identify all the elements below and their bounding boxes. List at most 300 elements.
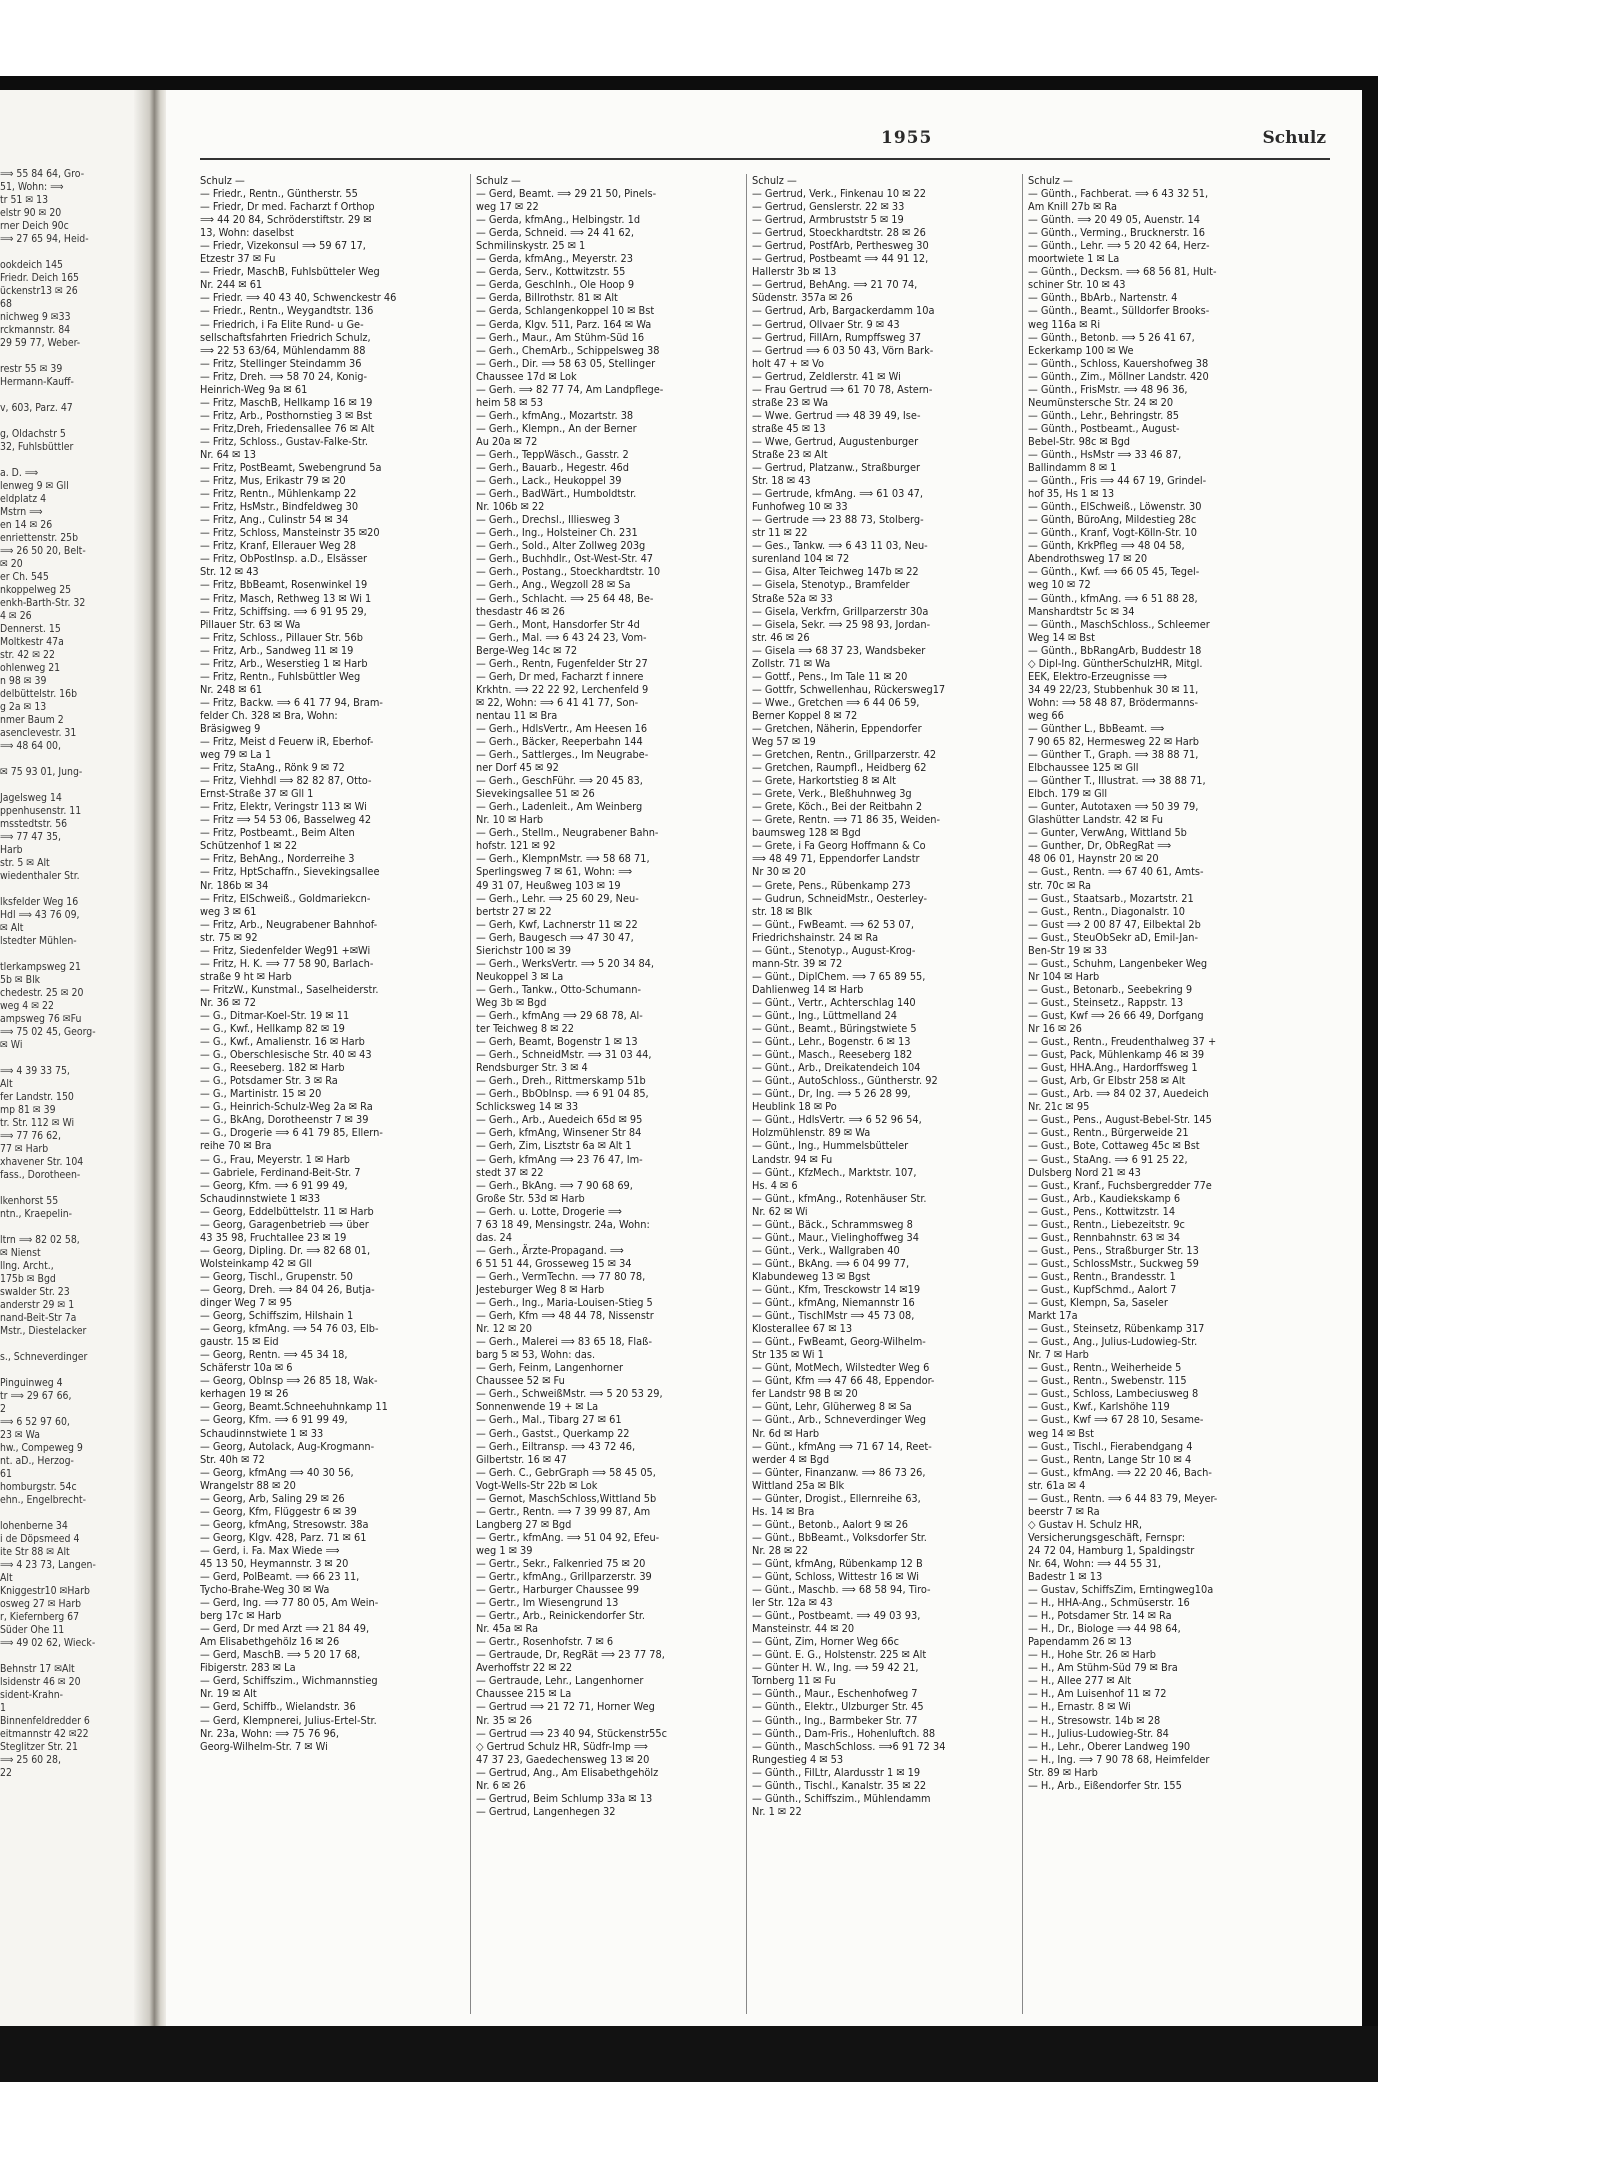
directory-entry: Schulz — [200, 174, 245, 187]
facing-page-line: ntn., Kraepelin- [0, 1208, 73, 1220]
directory-entry: — G., Frau, Meyerstr. 1 ✉ Harb [200, 1152, 350, 1166]
directory-entry: Chaussee 215 ✉ La [476, 1687, 572, 1701]
directory-entry: — Fritz, Arb., Neugrabener Bahnhof- [200, 917, 378, 931]
facing-page-line: ⟹ 75 02 45, Georg- [0, 1026, 96, 1038]
directory-entry: — Gerh., Mont, Hansdorfer Str 4d [476, 617, 640, 631]
directory-entry: — Gertrud, PostfArb, Perthesweg 30 [752, 239, 929, 253]
facing-page-line: anderstr 29 ✉ 1 [0, 1299, 75, 1311]
directory-entry: — Gertrude, kfmAng. ⟹ 61 03 47, [752, 487, 924, 501]
directory-entry: — Gunther, Dr, ObRegRat ⟹ [1028, 839, 1172, 853]
facing-page-line [0, 1182, 140, 1195]
directory-entry: — Günth., Dam-Fris., Hohenluftch. 88 [752, 1726, 936, 1740]
facing-page-line: sident-Krahn- [0, 1689, 64, 1701]
facing-page-line: ohlenweg 21 [0, 662, 61, 674]
directory-entry: — Günt., Postbeamt. ⟹ 49 03 93, [752, 1609, 921, 1623]
facing-page-line: wiedenthaler Str. [0, 870, 80, 882]
directory-entry: — Gust., Schuhm, Langenbeker Weg [1028, 956, 1208, 970]
facing-page-line: ⟹ 26 50 20, Belt- [0, 545, 86, 557]
directory-entry: Große Str. 53d ✉ Harb [476, 1191, 585, 1205]
directory-entry: — Günt, kfmAng, Rübenkamp 12 B [752, 1556, 923, 1570]
directory-entry: — Gust., Rennbahnstr. 63 ✉ 34 [1028, 1230, 1180, 1244]
directory-entry: Schulz — [476, 174, 521, 187]
directory-entry: — Gertraude, Lehr., Langenhorner [476, 1674, 644, 1688]
scan-border-top [0, 76, 1378, 90]
directory-column-3 [752, 174, 1020, 2014]
facing-page-line: eitmannstr 42 ✉22 [0, 1728, 89, 1740]
directory-entry: — Gertrud, FillArn, Rumpffsweg 37 [752, 330, 922, 344]
directory-entry: Landstr. 94 ✉ Fu [752, 1152, 833, 1166]
directory-entry: Südenstr. 357a ✉ 26 [752, 291, 853, 305]
directory-entry: — Günt, Zim, Horner Weg 66c [752, 1635, 900, 1649]
directory-entry: Versicherungsgeschäft, Fernspr: [1028, 1530, 1185, 1544]
directory-entry: ◇ Gustav H. Schulz HR, [1028, 1517, 1143, 1531]
directory-entry: Averhoffstr 22 ✉ 22 [476, 1661, 573, 1675]
directory-entry: — Friedr, Dr med. Facharzt f Orthop [200, 200, 375, 214]
directory-entry: Weg 3b ✉ Bgd [476, 995, 547, 1009]
directory-entry: weg 17 ✉ 22 [476, 200, 539, 214]
directory-entry: — Gerd, Klempnerei, Julius-Ertel-Str. [200, 1713, 377, 1727]
directory-entry: ner Dorf 45 ✉ 92 [476, 761, 559, 775]
directory-entry: Weg 14 ✉ Bst [1028, 630, 1095, 644]
directory-entry: — Günth., FilLtr, Alardusstr 1 ✉ 19 [752, 1765, 921, 1779]
directory-entry: Nr. 28 ✉ 22 [752, 1543, 808, 1557]
directory-entry: — Gerda, Serv., Kottwitzstr. 55 [476, 265, 626, 279]
directory-entry: — Gerh., kfmAng ⟹ 29 68 78, Al- [476, 1009, 643, 1022]
directory-entry: — Günth., Lehr. ⟹ 5 20 42 64, Herz- [1028, 239, 1210, 253]
directory-entry: — Fritz, Elektr, Veringstr 113 ✉ Wi [200, 800, 367, 814]
directory-entry: — Georg, kfmAng. ⟹ 54 76 03, Elb- [200, 1322, 379, 1336]
facing-page-line: Süder Ohe 11 [0, 1624, 65, 1636]
directory-entry: Nr. 64, Wohn: ⟹ 44 55 31, [1028, 1556, 1162, 1570]
facing-page-line [0, 1650, 140, 1663]
directory-entry: — Gerh., GeschFühr. ⟹ 20 45 83, [476, 774, 643, 788]
directory-entry: — Gisela, Verkfrn, Grillparzerstr 30a [752, 604, 929, 618]
directory-entry: — Günth., Postbeamt., August- [1028, 421, 1180, 435]
directory-entry: — Wwe., Gretchen ⟹ 6 44 06 59, [752, 695, 920, 709]
directory-entry: — Gertrud, Stoeckhardtstr. 28 ✉ 26 [752, 226, 926, 240]
directory-entry: ⟹ 44 20 84, Schröderstiftstr. 29 ✉ [200, 213, 372, 227]
directory-entry: — Gertrud, BehAng. ⟹ 21 70 74, [752, 278, 918, 292]
directory-entry: — Günt., Beamt., Büringstwiete 5 [752, 1022, 917, 1036]
directory-entry: — Georg, Beamt.Schneehuhnkamp 11 [200, 1400, 388, 1414]
directory-entry: — Günt., BbBeamt., Volksdorfer Str. [752, 1530, 927, 1544]
directory-entry: 6 51 51 44, Grosseweg 15 ✉ 34 [476, 1256, 632, 1270]
directory-entry: — Günth., BbRangArb, Buddestr 18 [1028, 643, 1202, 657]
directory-entry: 43 35 98, Fruchtallee 23 ✉ 19 [200, 1230, 347, 1244]
directory-entry: Fibigerstr. 283 ✉ La [200, 1661, 296, 1675]
facing-page-line: rckmannstr. 84 [0, 324, 71, 336]
directory-entry: Klabundeweg 13 ✉ Bgst [752, 1269, 871, 1283]
facing-page-line [0, 246, 140, 259]
directory-entry: — Fritz, H. K. ⟹ 77 58 90, Barlach- [200, 956, 374, 970]
directory-entry: — Gertrud, Ollvaer Str. 9 ✉ 43 [752, 317, 900, 331]
directory-entry: — G., Drogerie ⟹ 6 41 79 85, Ellern- [200, 1126, 383, 1140]
facing-page-line: ltrn ⟹ 82 02 58, [0, 1234, 80, 1246]
directory-entry: Straße 52a ✉ 33 [752, 591, 833, 605]
facing-page-line: ⟹ 6 52 97 60, [0, 1416, 70, 1428]
directory-entry: — Gust., Rentn. ⟹ 6 44 83 79, Meyer- [1028, 1491, 1218, 1505]
directory-entry: ler Str. 12a ✉ 43 [752, 1596, 833, 1610]
directory-entry: — Gust., Steinsetz, Rübenkamp 317 [1028, 1322, 1205, 1336]
directory-entry: — Günth., Maur., Eschenhofweg 7 [752, 1687, 918, 1701]
directory-entry: — Fritz, BbBeamt, Rosenwinkel 19 [200, 578, 368, 592]
directory-entry: — Gust., Bote, Cottaweg 45c ✉ Bst [1028, 1139, 1200, 1153]
directory-entry: Nr. 186b ✉ 34 [200, 878, 269, 892]
directory-entry: Gilbertstr. 16 ✉ 47 [476, 1452, 567, 1466]
directory-entry: — Gertr., kfmAng., Grillparzerstr. 39 [476, 1570, 652, 1584]
directory-entry: — Günt., Ing., Lüttmelland 24 [752, 1009, 897, 1022]
directory-entry: Weg 57 ✉ 19 [752, 735, 816, 749]
directory-entry: — Gerh., Lack., Heukoppel 39 [476, 474, 622, 488]
directory-entry: — G., BkAng, Dorotheenstr 7 ✉ 39 [200, 1113, 369, 1127]
directory-entry: Nr. 45a ✉ Ra [476, 1622, 539, 1636]
facing-page-line: tr ⟹ 29 67 66, [0, 1390, 72, 1402]
directory-entry: reihe 70 ✉ Bra [200, 1139, 272, 1153]
directory-entry: — Gerh., Mal. ⟹ 6 43 24 23, Vom- [476, 630, 647, 644]
directory-entry: — Günt., Bäck., Schrammsweg 8 [752, 1217, 913, 1231]
directory-entry: ◇ Dipl-Ing. GüntherSchulzHR, Mitgl. [1028, 656, 1203, 670]
directory-entry: — Günth., Verming., Brucknerstr. 16 [1028, 226, 1206, 240]
directory-entry: weg 79 ✉ La 1 [200, 748, 272, 762]
directory-entry: — Gerd, PolBeamt. ⟹ 66 23 11, [200, 1570, 360, 1584]
directory-entry: — Georg, Schiffszim, Hilshain 1 [200, 1309, 354, 1323]
directory-entry: — Gerh., HdlsVertr., Am Heesen 16 [476, 721, 648, 735]
facing-page-line: lstedter Mühlen- [0, 935, 77, 947]
directory-entry: — Gertr., Sekr., Falkenried 75 ✉ 20 [476, 1556, 646, 1570]
facing-page-line: elstr 90 ✉ 20 [0, 207, 62, 219]
directory-entry: — Gust., Tischl., Fierabendgang 4 [1028, 1439, 1193, 1453]
directory-entry: — Gust., SchlossMstr., Suckweg 59 [1028, 1256, 1199, 1270]
directory-entry: — Gerd, Schiffb., Wielandstr. 36 [200, 1700, 356, 1714]
directory-entry: — Gerh., Postang., Stoeckhardtstr. 10 [476, 565, 661, 579]
directory-entry: — Gisela, Sekr. ⟹ 25 98 93, Jordan- [752, 617, 931, 631]
directory-entry: — Gerh, Baugesch ⟹ 47 30 47, [476, 930, 634, 944]
facing-page-line: mp 81 ✉ 39 [0, 1104, 56, 1116]
directory-entry: — Georg, kfmAng ⟹ 40 30 56, [200, 1465, 354, 1479]
column-divider [470, 174, 471, 2014]
directory-entry: Straße 23 ✉ Alt [752, 447, 828, 461]
directory-entry: — Gust., Rentn., Bürgerweide 21 [1028, 1126, 1189, 1140]
directory-entry: — H., Am Luisenhof 11 ✉ 72 [1028, 1687, 1167, 1701]
directory-entry: — Günter, Finanzanw. ⟹ 86 73 26, [752, 1465, 926, 1479]
facing-page-line: homburgstr. 54c [0, 1481, 77, 1493]
directory-entry: Nr 16 ✉ 26 [1028, 1022, 1082, 1036]
directory-entry: Schulz — [1028, 174, 1073, 187]
directory-entry: — Georg, ObInsp ⟹ 26 85 18, Wak- [200, 1374, 378, 1388]
directory-entry: — Georg, Autolack, Aug-Krogmann- [200, 1439, 375, 1453]
directory-entry: 7 63 18 49, Mensingstr. 24a, Wohn: [476, 1217, 650, 1231]
directory-entry: stedt 37 ✉ 22 [476, 1165, 544, 1179]
facing-page-line: g 2a ✉ 13 [0, 701, 47, 713]
directory-entry: weg 116a ✉ Ri [1028, 317, 1101, 331]
directory-entry: — Gust., Ang., Julius-Ludowieg-Str. [1028, 1335, 1198, 1349]
directory-entry: — Gerh., Ladenleit., Am Weinberg [476, 800, 643, 814]
facing-page-line: s., Schneverdinger [0, 1351, 88, 1363]
directory-entry: Schaudinnstwiete 1 ✉33 [200, 1191, 321, 1205]
facing-page-line: xhavener Str. 104 [0, 1156, 84, 1168]
directory-entry: — Gerda, Schneid. ⟹ 24 41 62, [476, 226, 634, 240]
directory-entry: — Gertrude ⟹ 23 88 73, Stolberg- [752, 513, 924, 527]
directory-entry: — Gust., Kranf., Fuchsbergredder 77e [1028, 1178, 1212, 1192]
directory-entry: — Günth, KrkPfleg ⟹ 48 04 58, [1028, 539, 1185, 553]
facing-page-line: ⟹ 27 65 94, Heid- [0, 233, 89, 245]
directory-entry: baumsweg 128 ✉ Bgd [752, 826, 861, 840]
directory-entry: — Fritz, Rentn., Fuhlsbüttler Weg [200, 669, 361, 683]
directory-entry: Ernst-Straße 37 ✉ Gll 1 [200, 787, 314, 801]
directory-entry: Abendrothsweg 17 ✉ 20 [1028, 552, 1148, 566]
column-divider [746, 174, 747, 2014]
directory-entry: — Gust., Steinsetz., Rappstr. 13 [1028, 995, 1184, 1009]
directory-entry: — Gust, Arb, Gr Elbstr 258 ✉ Alt [1028, 1074, 1186, 1088]
directory-entry: — Gerd, Dr med Arzt ⟹ 21 84 49, [200, 1622, 370, 1636]
directory-entry: — Gerd, Ing. ⟹ 77 80 05, Am Wein- [200, 1596, 379, 1610]
directory-entry: — Friedr. ⟹ 40 43 40, Schwenckestr 46 [200, 291, 397, 305]
directory-entry: Tornberg 11 ✉ Fu [752, 1674, 836, 1688]
directory-entry: — Fritz, Schloss, Mansteinstr 35 ✉20 [200, 526, 380, 540]
directory-entry: — Günth., Lehr., Behringstr. 85 [1028, 408, 1179, 422]
directory-entry: — Gust., Rentn., Weiherheide 5 [1028, 1361, 1182, 1375]
directory-entry: — Friedr, Vizekonsul ⟹ 59 67 17, [200, 239, 366, 253]
directory-entry: Nr. 6 ✉ 26 [476, 1778, 526, 1792]
directory-entry: — Gerh., ChemArb., Schippelsweg 38 [476, 343, 660, 357]
facing-page-line: fass., Dorotheen- [0, 1169, 81, 1181]
facing-page-line: Binnenfeldredder 6 [0, 1715, 90, 1727]
facing-page-line: en 14 ✉ 26 [0, 519, 53, 531]
directory-entry: — Frau Gertrud ⟹ 61 70 78, Astern- [752, 382, 933, 396]
facing-page-line: tlerkampsweg 21 [0, 961, 81, 973]
directory-column-1 [200, 174, 468, 2014]
directory-entry: Funhofweg 10 ✉ 33 [752, 500, 848, 514]
directory-entry: — Gust., SteuObSekr aD, Emil-Jan- [1028, 930, 1199, 944]
directory-entry: — Gerh, Beamt, Bogenstr 1 ✉ 13 [476, 1035, 638, 1049]
directory-entry: Sonnenwende 19 + ✉ La [476, 1400, 599, 1414]
directory-entry: nentau 11 ✉ Bra [476, 708, 558, 722]
facing-page-line: enriettenstr. 25b [0, 532, 79, 544]
directory-entry: — Gertrud ⟹ 6 03 50 43, Vörn Bark- [752, 343, 934, 357]
directory-entry: 24 72 04, Hamburg 1, Spaldingstr [1028, 1543, 1195, 1557]
directory-entry: — Günt. E. G., Holstenstr. 225 ✉ Alt [752, 1648, 927, 1662]
directory-entry: Str. 18 ✉ 43 [752, 474, 811, 488]
facing-page-line: Pinguinweg 4 [0, 1377, 63, 1389]
directory-entry: — Günt., FwBeamt. ⟹ 62 53 07, [752, 917, 914, 931]
facing-page-line: nichweg 9 ✉33 [0, 311, 71, 323]
directory-entry: weg 66 [1028, 708, 1064, 722]
directory-entry: — Gust ⟹ 2 00 87 47, Eilbektal 2b [1028, 917, 1201, 931]
directory-entry: Au 20a ✉ 72 [476, 434, 538, 448]
directory-entry: — Günt, Schloss, Wittestr 16 ✉ Wi [752, 1570, 919, 1584]
directory-entry: — Gust, Pack, Mühlenkamp 46 ✉ 39 [1028, 1048, 1205, 1062]
facing-page-line: 175b ✉ Bgd [0, 1273, 56, 1285]
directory-entry: Str. 40h ✉ 72 [200, 1452, 265, 1466]
directory-entry: — Georg, Kfm. ⟹ 6 91 99 49, [200, 1178, 348, 1192]
directory-entry: Jesteburger Weg 8 ✉ Harb [476, 1282, 605, 1296]
directory-entry: — Günt., Verk., Wallgraben 40 [752, 1243, 900, 1257]
directory-entry: — Günt., Masch., Reeseberg 182 [752, 1048, 913, 1062]
directory-entry: Holzmühlenstr. 89 ✉ Wa [752, 1126, 871, 1140]
facing-page-line: 68 [0, 298, 12, 310]
directory-entry: Nr. 248 ✉ 61 [200, 682, 263, 696]
directory-entry: — Gretchen, Näherin, Eppendorfer [752, 721, 922, 735]
directory-entry: — Günth., MaschSchloss. ⟹6 91 72 34 [752, 1739, 946, 1753]
directory-entry: Langberg 27 ✉ Bgd [476, 1517, 572, 1531]
directory-entry: Papendamm 26 ✉ 13 [1028, 1635, 1132, 1649]
directory-entry: barg 5 ✉ 53, Wohn: das. [476, 1348, 596, 1362]
directory-entry: Nr. 106b ✉ 22 [476, 500, 545, 514]
directory-entry: — Gerh., Ing., Holsteiner Ch. 231 [476, 526, 638, 540]
directory-entry: Ben-Str 19 ✉ 33 [1028, 943, 1108, 957]
directory-entry: — Georg, Rentn. ⟹ 45 34 18, [200, 1348, 348, 1362]
facing-page-line [0, 1052, 140, 1065]
directory-entry: Sievekingsallee 51 ✉ 26 [476, 787, 595, 801]
directory-entry: — Gerh., Sold., Alter Zollweg 203g [476, 539, 646, 553]
directory-entry: — Gerh. C., GebrGraph ⟹ 58 45 05, [476, 1465, 656, 1479]
facing-page-line: Kniggestr10 ✉Harb [0, 1585, 90, 1597]
directory-entry: — Günth., Schiffszim., Mühlendamm [752, 1791, 931, 1805]
directory-entry: — Günt., Ing., Hummelsbütteler [752, 1139, 909, 1153]
directory-entry: — Gerd, Schiffszim., Wichmannstieg [200, 1674, 378, 1688]
directory-entry: — Georg, Dreh. ⟹ 84 04 26, Butja- [200, 1282, 375, 1296]
directory-entry: Am Elisabethgehölz 16 ✉ 26 [200, 1635, 340, 1649]
directory-entry: Etzestr 37 ✉ Fu [200, 252, 276, 266]
directory-entry: ter Teichweg 8 ✉ 22 [476, 1022, 574, 1036]
directory-entry: — Günt., TischlMstr ⟹ 45 73 08, [752, 1309, 915, 1323]
directory-entry: — Gretchen, Raumpfl., Heidberg 62 [752, 761, 927, 775]
directory-entry: berg 17c ✉ Harb [200, 1609, 282, 1623]
directory-entry: — Gisela, Stenotyp., Bramfelder [752, 578, 910, 592]
directory-entry: — Gabriele, Ferdinand-Beit-Str. 7 [200, 1165, 361, 1179]
directory-entry: — Günth., Ing., Barmbeker Str. 77 [752, 1713, 918, 1727]
directory-entry: — Fritz, Arb., Posthornstieg 3 ✉ Bst [200, 408, 373, 422]
directory-entry: — Gerh., Bäcker, Reeperbahn 144 [476, 735, 643, 749]
facing-page-line [0, 1338, 140, 1351]
directory-entry: Nr 30 ✉ 20 [752, 865, 806, 879]
directory-entry: moortwiete 1 ✉ La [1028, 252, 1120, 266]
facing-page-line: chedestr. 25 ✉ 20 [0, 987, 84, 999]
directory-entry: — Gottf., Pens., Im Tale 11 ✉ 20 [752, 669, 908, 683]
directory-column-2 [476, 174, 744, 2014]
directory-entry: Schlicksweg 14 ✉ 33 [476, 1100, 579, 1114]
directory-entry: Zollstr. 71 ✉ Wa [752, 656, 831, 670]
directory-entry: — Gerh, Feinm, Langenhorner [476, 1361, 624, 1375]
directory-entry: — Gerh., Buchhdlr., Ost-West-Str. 47 [476, 552, 654, 566]
directory-entry: — Gerh, kfmAng ⟹ 23 76 47, Im- [476, 1152, 643, 1166]
directory-entry: — Fritz, Schloss., Gustav-Falke-Str. [200, 434, 368, 448]
directory-entry: — H., Stresowstr. 14b ✉ 28 [1028, 1713, 1161, 1727]
directory-entry: — Gerh., Lehr. ⟹ 25 60 29, Neu- [476, 891, 639, 905]
directory-entry: Rungestieg 4 ✉ 53 [752, 1752, 844, 1766]
facing-page-line: nt. aD., Herzog- [0, 1455, 74, 1467]
directory-entry: — Gisa, Alter Teichweg 147b ✉ 22 [752, 565, 919, 579]
facing-page-line: lksfelder Weg 16 [0, 896, 79, 908]
directory-entry: Schulz — [752, 174, 797, 187]
directory-entry: Markt 17a [1028, 1309, 1078, 1323]
directory-entry: — Gust., StaAng. ⟹ 6 91 25 22, [1028, 1152, 1188, 1166]
directory-entry: — Gertrud ⟹ 21 72 71, Horner Weg [476, 1700, 655, 1714]
directory-entry: — Gerda, Klgv. 511, Parz. 164 ✉ Wa [476, 317, 652, 331]
directory-entry: — Gunter, Autotaxen ⟹ 50 39 79, [1028, 800, 1199, 814]
directory-entry: — Georg, Dipling. Dr. ⟹ 82 68 01, [200, 1243, 371, 1257]
facing-page-line: 77 ✉ Harb [0, 1143, 49, 1155]
directory-entry: 49 31 07, Heußweg 103 ✉ 19 [476, 878, 621, 892]
directory-entry: — Gertrud ⟹ 23 40 94, Stückenstr55c [476, 1726, 667, 1740]
facing-page-line: enkh-Barth-Str. 32 [0, 597, 86, 609]
directory-entry: str. 18 ✉ Blk [752, 904, 813, 918]
directory-entry: — Günth., Tischl., Kanalstr. 35 ✉ 22 [752, 1778, 927, 1792]
directory-entry: — Gust, Kwf ⟹ 26 66 49, Dorfgang [1028, 1009, 1204, 1022]
directory-entry: — Friedr, MaschB, Fuhlsbütteler Weg [200, 265, 380, 279]
directory-entry: — Fritz, Arb., Weserstieg 1 ✉ Harb [200, 656, 368, 670]
directory-entry: — Grete, i Fa Georg Hoffmann & Co [752, 839, 926, 853]
directory-entry: — Grete, Harkortstieg 8 ✉ Alt [752, 774, 896, 788]
directory-entry: — Gust., Kwf ⟹ 67 28 10, Sesame- [1028, 1413, 1204, 1427]
directory-entry: Chaussee 17d ✉ Lok [476, 369, 577, 383]
directory-entry: — Günth., Schloss, Kauershofweg 38 [1028, 356, 1209, 370]
directory-entry: — Gust., kfmAng. ⟹ 22 20 46, Bach- [1028, 1465, 1212, 1479]
directory-entry: — Fritz, Kranf, Ellerauer Weg 28 [200, 539, 356, 553]
directory-entry: — H., Hohe Str. 26 ✉ Harb [1028, 1648, 1156, 1662]
facing-page-line: msstedtstr. 56 [0, 818, 68, 830]
facing-page-line: Harb [0, 844, 23, 856]
facing-page-line: ⟹ 77 76 62, [0, 1130, 61, 1142]
directory-entry: Neumünstersche Str. 24 ✉ 20 [1028, 395, 1174, 409]
directory-entry: Pillauer Str. 63 ✉ Wa [200, 617, 301, 631]
facing-page-line: tr. Str. 112 ✉ Wi [0, 1117, 75, 1129]
facing-page-line: n 98 ✉ 39 [0, 675, 47, 687]
directory-entry: — Fritz, Stellinger Steindamm 36 [200, 356, 362, 370]
directory-entry: — Georg, kfmAng, Stresowstr. 38a [200, 1517, 369, 1531]
directory-entry: sellschaftsfahrten Friedrich Schulz, [200, 330, 371, 344]
facing-page-line: 4 ✉ 26 [0, 610, 32, 622]
facing-page-line: lsidenstr 46 ✉ 20 [0, 1676, 81, 1688]
directory-entry: — Günt., Arb., Dreikatendeich 104 [752, 1061, 921, 1075]
directory-entry: Wittland 25a ✉ Blk [752, 1478, 845, 1492]
directory-entry: — G., Ditmar-Koel-Str. 19 ✉ 11 [200, 1009, 350, 1022]
directory-entry: — Gerh., Ing., Maria-Louisen-Stieg 5 [476, 1296, 653, 1310]
directory-entry: — Günt, Lehr, Glüherweg 8 ✉ Sa [752, 1400, 912, 1414]
facing-page-line: lenweg 9 ✉ Gll [0, 480, 69, 492]
directory-entry: — Gerh., Klempn., An der Berner [476, 421, 637, 435]
directory-entry: — Gertrud, Genslerstr. 22 ✉ 33 [752, 200, 905, 214]
directory-entry: — Fritz, Meist d Feuerw iR, Eberhof- [200, 735, 374, 749]
directory-entry: — Fritz, Schloss., Pillauer Str. 56b [200, 630, 363, 644]
facing-page-line: llng. Archt., [0, 1260, 54, 1272]
facing-page-line: ppenhusenstr. 11 [0, 805, 82, 817]
directory-entry: — Gust., Pens., Straßburger Str. 13 [1028, 1243, 1199, 1257]
facing-page-line: ⟹ 77 47 35, [0, 831, 61, 843]
directory-entry: ⟹ 48 49 71, Eppendorfer Landstr [752, 852, 920, 866]
directory-entry: — Gust., Rentn., Diagonalstr. 10 [1028, 904, 1186, 918]
directory-entry: — Gerh., Arb., Auedeich 65d ✉ 95 [476, 1113, 643, 1127]
facing-page-line: Behnstr 17 ✉Alt [0, 1663, 75, 1675]
facing-page-line: 1 [0, 1702, 6, 1714]
directory-entry: — G., Potsdamer Str. 3 ✉ Ra [200, 1074, 338, 1088]
directory-entry: — Grete, Rentn. ⟹ 71 86 35, Weiden- [752, 813, 941, 827]
directory-entry: EEK, Elektro-Erzeugnisse ⟹ [1028, 669, 1168, 683]
directory-entry: — Gust, HHA.Ang., Hardorffsweg 1 [1028, 1061, 1198, 1075]
directory-entry: — Gertrud, Armbruststr 5 ✉ 19 [752, 213, 904, 227]
directory-entry: — Günth., MaschSchloss., Schleemer [1028, 617, 1210, 631]
directory-entry: — Gerh., Ärzte-Propagand. ⟹ [476, 1243, 624, 1257]
facing-page-fragment [0, 90, 148, 2026]
directory-entry: str. 61a ✉ 4 [1028, 1478, 1086, 1492]
facing-page-line: nkoppelweg 25 [0, 584, 72, 596]
directory-entry: — Gertrud, Verk., Finkenau 10 ✉ 22 [752, 187, 926, 201]
directory-entry: — Fritz, Backw. ⟹ 6 41 77 94, Bram- [200, 695, 383, 709]
directory-entry: schiner Str. 10 ✉ 43 [1028, 278, 1126, 292]
directory-entry: Hallerstr 3b ✉ 13 [752, 265, 837, 279]
facing-page-line [0, 948, 140, 961]
directory-entry: — Gerh., Dir. ⟹ 58 63 05, Stellinger [476, 356, 656, 370]
